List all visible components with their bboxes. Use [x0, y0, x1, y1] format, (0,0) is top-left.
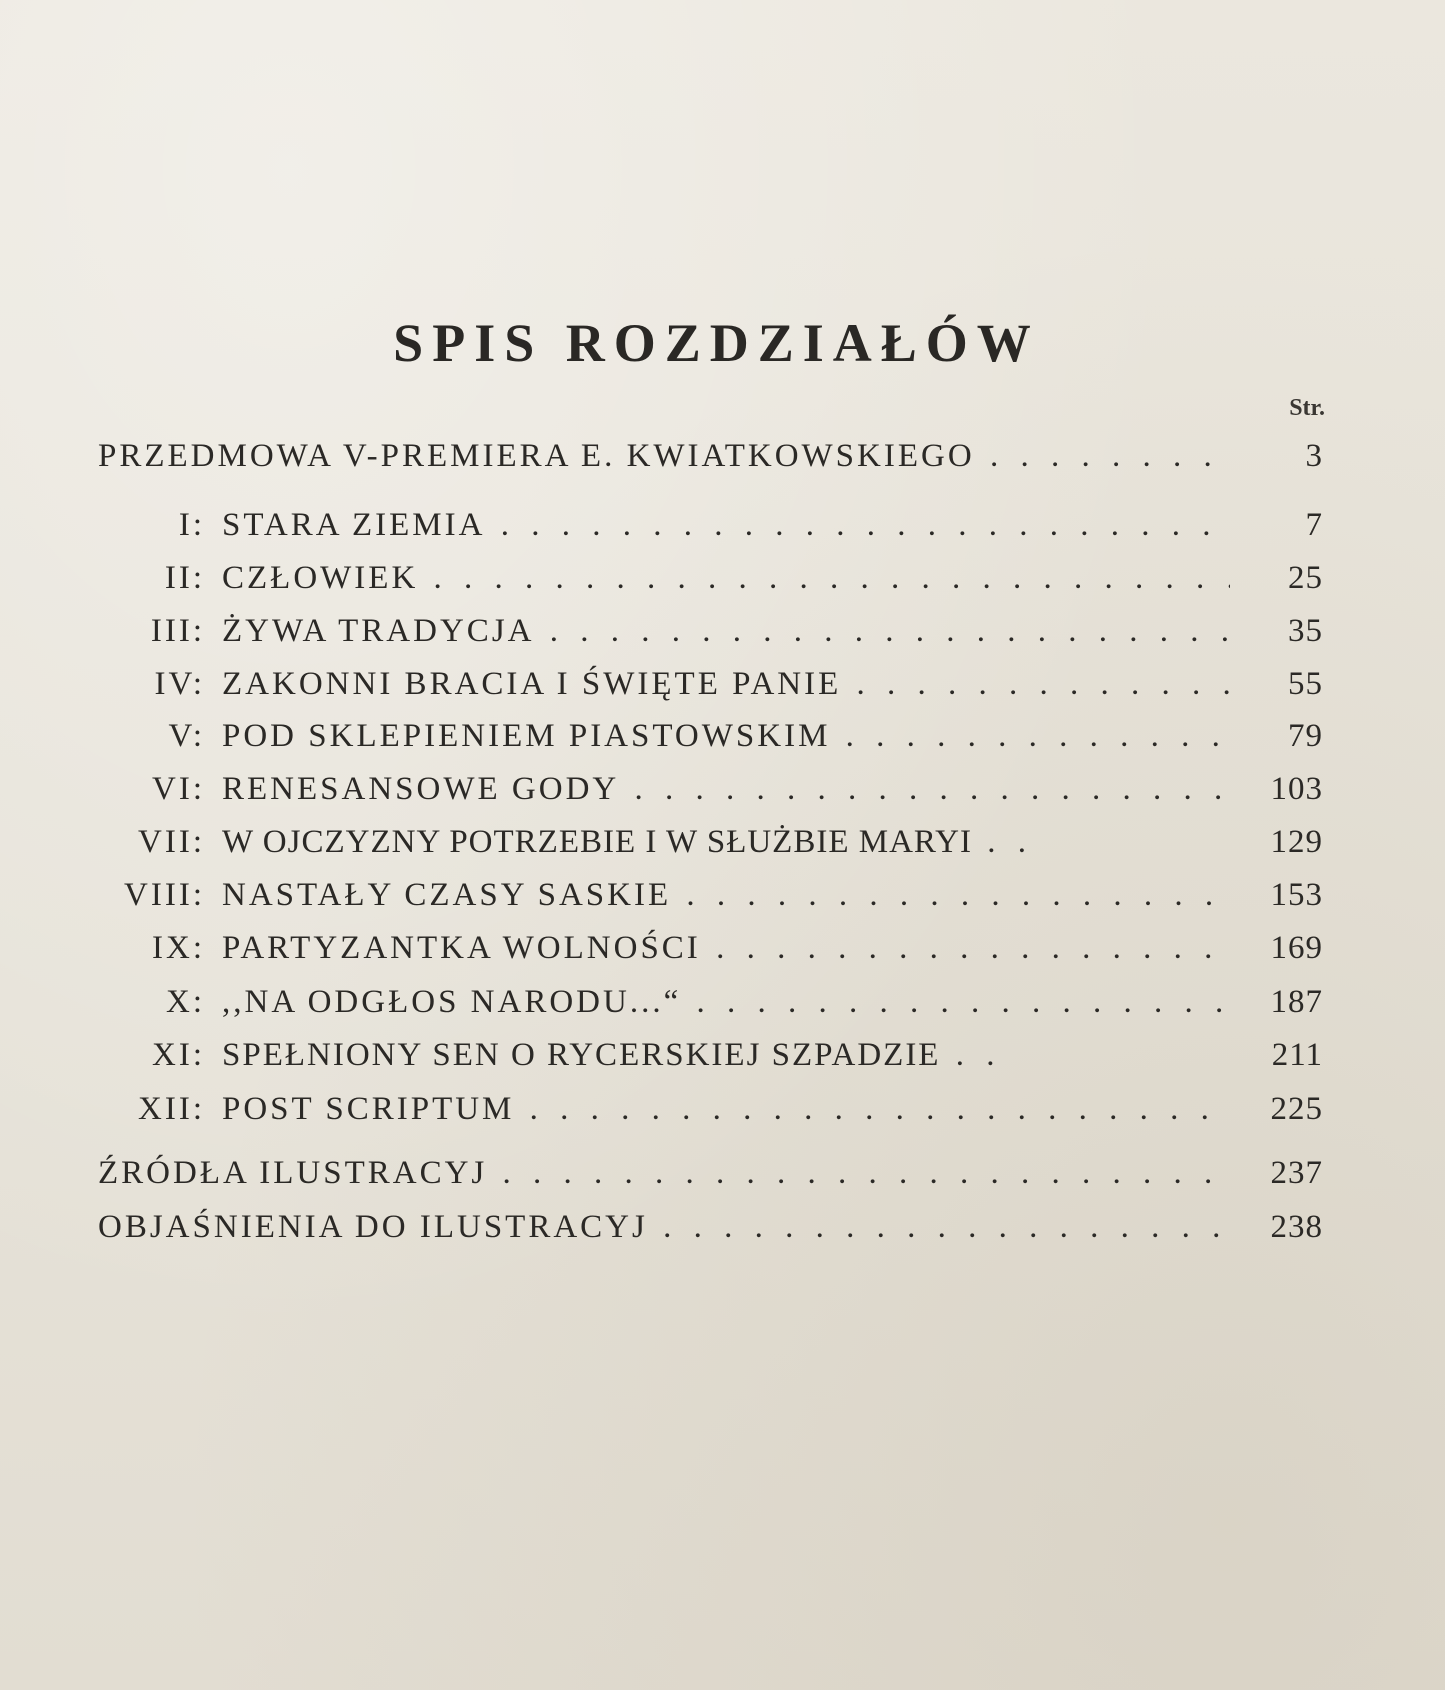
- toc-entry-page: 3: [1305, 438, 1323, 474]
- toc-chapter: [0, 1084, 1445, 1134]
- chapter-page: 129: [1270, 824, 1323, 860]
- toc-chapter: [0, 606, 1445, 656]
- chapter-number: XII:: [138, 1091, 205, 1127]
- chapter-page: 225: [1270, 1091, 1323, 1127]
- chapter-number: X:: [166, 984, 205, 1020]
- chapter-page: 7: [1305, 507, 1323, 543]
- chapter-title: PARTYZANTKA WOLNOŚCI . . .: [222, 923, 1230, 973]
- chapter-title: W OJCZYZNY POTRZEBIE I W SŁUŻBIE MARYI . .: [222, 817, 1230, 867]
- chapter-page: 211: [1271, 1037, 1323, 1073]
- chapter-number: IX:: [152, 930, 205, 966]
- chapter-title: RENESANSOWE GODY . . .: [222, 764, 1230, 814]
- chapter-page: 55: [1288, 666, 1323, 702]
- chapter-title: POD SKLEPIENIEM PIASTOWSKIM . . .: [222, 711, 1230, 761]
- chapter-number: I:: [178, 507, 205, 543]
- chapter-page: 187: [1270, 984, 1323, 1020]
- toc-chapter: [0, 870, 1445, 920]
- chapter-page: 79: [1288, 718, 1323, 754]
- toc-chapter: [0, 711, 1445, 761]
- chapter-title: SPEŁNIONY SEN O RYCERSKIEJ SZPADZIE . .: [222, 1030, 1230, 1080]
- toc-entry-preface: [0, 431, 1445, 481]
- chapter-page: 35: [1288, 613, 1323, 649]
- toc-chapter: [0, 923, 1445, 973]
- chapter-number: VI:: [152, 771, 205, 807]
- chapter-title: POST SCRIPTUM . . .: [222, 1084, 1230, 1134]
- toc-chapter: [0, 977, 1445, 1027]
- chapter-number: V:: [168, 718, 205, 754]
- chapter-page: 25: [1288, 560, 1323, 596]
- toc-chapter: [0, 764, 1445, 814]
- page-title: SPIS ROZDZIAŁÓW: [393, 313, 1040, 373]
- chapter-number: VIII:: [124, 877, 205, 913]
- toc-entry-explanations: [0, 1202, 1445, 1252]
- page-column-label: Str.: [1289, 395, 1325, 421]
- toc-entry-label: ŹRÓDŁA ILUSTRACYJ . . .: [98, 1148, 1230, 1198]
- toc-chapter: [0, 500, 1445, 550]
- chapter-number: IV:: [154, 666, 205, 702]
- chapter-title: STARA ZIEMIA . . .: [222, 500, 1230, 550]
- toc-entry-label: PRZEDMOWA V-PREMIERA E. KWIATKOWSKIEGO . . .: [98, 431, 1230, 481]
- chapter-page: 169: [1270, 930, 1323, 966]
- toc-entry-page: 237: [1270, 1155, 1323, 1191]
- toc-chapter: [0, 553, 1445, 603]
- chapter-number: II:: [164, 560, 205, 596]
- chapter-number: VII:: [138, 824, 205, 860]
- toc-entry-sources: [0, 1148, 1445, 1198]
- toc-chapter: [0, 817, 1445, 867]
- chapter-page: 153: [1270, 877, 1323, 913]
- chapter-title: NASTAŁY CZASY SASKIE . . .: [222, 870, 1230, 920]
- toc-chapter: [0, 659, 1445, 709]
- toc-chapter: [0, 1030, 1445, 1080]
- chapter-title: ZAKONNI BRACIA I ŚWIĘTE PANIE . . .: [222, 659, 1230, 709]
- chapter-page: 103: [1270, 771, 1323, 807]
- chapter-number: XI:: [152, 1037, 205, 1073]
- toc-entry-label: OBJAŚNIENIA DO ILUSTRACYJ . . .: [98, 1202, 1230, 1252]
- chapter-number: III:: [150, 613, 205, 649]
- toc-entry-page: 238: [1270, 1209, 1323, 1245]
- chapter-title: ŻYWA TRADYCJA . . .: [222, 606, 1230, 656]
- chapter-title: CZŁOWIEK . . .: [222, 553, 1230, 603]
- chapter-title: ,,NA ODGŁOS NARODU...“ . . .: [222, 977, 1230, 1027]
